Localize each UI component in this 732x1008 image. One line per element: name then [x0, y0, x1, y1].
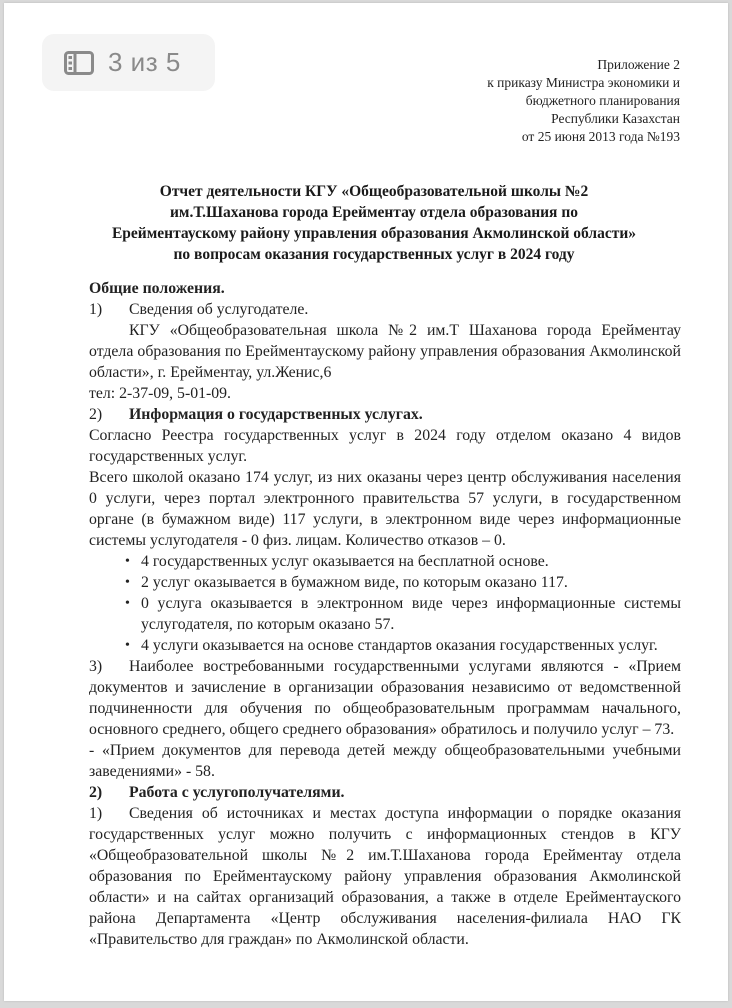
general-heading: Общие положения.	[89, 280, 225, 297]
document-title	[74, 181, 674, 265]
title-line: Ерейментаускому району управления образования Акмолинской области»	[111, 225, 637, 242]
item2-row	[89, 404, 681, 425]
services-list	[89, 551, 681, 656]
transfer-text: - «Прием документов для перевода детей между общеобразовательными учебными заведениями» - 58.	[89, 742, 681, 780]
appendix-block	[360, 56, 680, 146]
total-text: Всего школой оказано 174 услуг, из них оказаны через центр обслуживания населения 0 услуги, через портал электронного правительства 57 услуги, в государственном органе (в бумажном виде) 117 услуги, в электронном виде через информационные системы услугодателя - 0 физ. лицам. Количество отказов – 0.	[89, 469, 681, 549]
sidebar-panel-icon	[64, 51, 94, 75]
item1-row	[89, 299, 681, 320]
provider-text: КГУ «Общеобразовательная школа №2 им.Т Шаханова города Ерейментау отдела образования по Ерейментаускому району управления образования Акмолинской области», г. Ерейментау, ул.Женис,6	[89, 322, 681, 381]
item3-text	[89, 656, 681, 740]
item3-number: 3)	[89, 658, 103, 675]
appendix-line: от 25 июня 2013 года №193	[521, 129, 680, 144]
item3-row	[89, 656, 681, 740]
appendix-line: бюджетного планирования	[525, 93, 680, 108]
work-row	[89, 782, 681, 803]
work-heading: Работа с услугополучателями.	[129, 784, 345, 801]
document-body	[89, 278, 681, 950]
appendix-line: Приложение 2	[597, 57, 680, 72]
list-item: • 0 услуга оказывается в электронном виде через информационные системы услугодателя, по которым оказано 57.	[127, 593, 681, 635]
appendix-line: Республики Казахстан	[551, 111, 680, 126]
item3-content: Наиболее востребованными государственными услугами являются - «Прием документов и зачисление в организации образования независимо от ведомственной подчиненности для обучения по общеобразовательным программам начального, основного среднего, общего среднего образования» обратилось и получило услуг – 73.	[89, 658, 681, 738]
appendix-line: к приказу Министра экономики и	[487, 75, 680, 90]
document-page	[4, 3, 728, 1001]
page-indicator-text: 3 из 5	[108, 47, 181, 77]
phone-text: тел: 2-37-09, 5-01-09.	[89, 385, 232, 402]
title-line: им.Т.Шаханова города Ерейментау отдела образования по	[170, 204, 578, 221]
list-item: • 4 государственных услуг оказывается на бесплатной основе.	[127, 551, 681, 572]
item2-label: Информация о государственных услугах.	[129, 406, 423, 423]
registry-text: Согласно Реестра государственных услуг в 2024 году отделом оказано 4 видов государственных услуг.	[89, 427, 681, 465]
work-number: 2)	[89, 784, 103, 801]
page-indicator-button[interactable]	[42, 34, 215, 91]
sources-number: 1)	[89, 805, 103, 822]
list-item: • 4 услуги оказывается на основе стандартов оказания государственных услуг.	[127, 635, 681, 656]
title-line: по вопросам оказания государственных услуг в 2024 году	[173, 246, 575, 263]
sources-text	[89, 803, 681, 950]
item1-label: Сведения об услугодателе.	[129, 301, 309, 318]
item2-number: 2)	[89, 406, 103, 423]
item1-number: 1)	[89, 301, 103, 318]
sources-content: Сведения об источниках и местах доступа информации о порядке оказания государственных услуг можно получить с информационных стендов в КГУ «Общеобразовательной школы №2 им.Т.Шаханова города Ерейментау отдела образования по Ерейментаускому району управления образования Акмолинской области» и на сайтах организаций образования, а также в отделе Ерейментауского района Департамента «Центр обслуживания населения-филиала НАО ГК «Правительство для граждан» по Акмолинской области.	[89, 805, 681, 948]
list-item: • 2 услуг оказывается в бумажном виде, по которым оказано 117.	[127, 572, 681, 593]
title-line: Отчет деятельности КГУ «Общеобразовательной школы №2	[159, 183, 589, 200]
